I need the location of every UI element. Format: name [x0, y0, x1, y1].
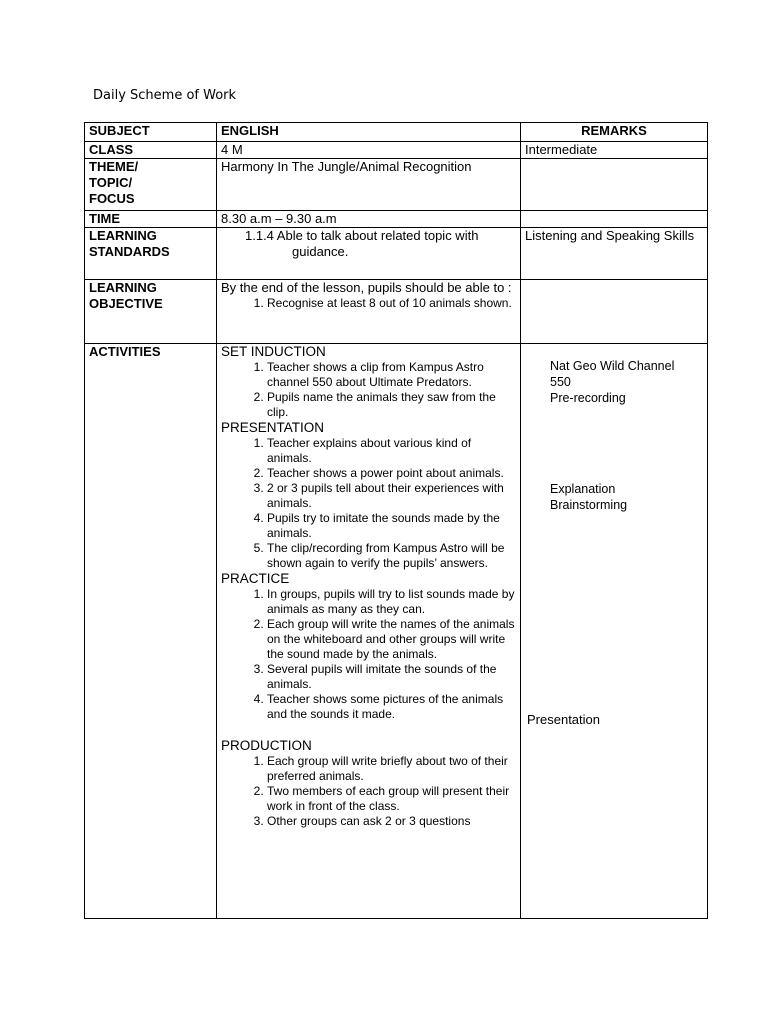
document-title: Daily Scheme of Work	[93, 88, 237, 103]
objective-intro: By the end of the lesson, pupils should be able to :	[221, 280, 512, 295]
remark-line: 550	[550, 375, 571, 389]
standards-label-line: STANDARDS	[89, 244, 170, 259]
remark-block-practice: Presentation	[527, 712, 600, 727]
list-item: 4. Teacher shows some pictures of the animals and the sounds it made.	[267, 692, 516, 722]
production-list	[221, 754, 516, 829]
practice-list	[221, 587, 516, 722]
section-heading-presentation: PRESENTATION	[221, 420, 325, 435]
list-item: 2. Two members of each group will present their work in front of the class.	[267, 784, 516, 814]
class-label: CLASS	[85, 142, 217, 159]
time-remark	[521, 211, 708, 228]
theme-label-line: TOPIC/	[89, 175, 133, 190]
scheme-table	[84, 122, 708, 919]
remarks-header: REMARKS	[521, 123, 708, 142]
list-item: 1. Teacher shows a clip from Kampus Astro channel 550 about Ultimate Predators.	[267, 360, 516, 390]
list-item: 3. Other groups can ask 2 or 3 questions	[267, 814, 516, 829]
section-heading-production: PRODUCTION	[221, 738, 312, 753]
theme-value: Harmony In The Jungle/Animal Recognition	[217, 159, 521, 211]
section-heading-practice: PRACTICE	[221, 571, 290, 586]
table-row-activities	[85, 344, 708, 919]
table-row-subject	[85, 123, 708, 142]
objective-label-line: OBJECTIVE	[89, 296, 163, 311]
time-value: 8.30 a.m – 9.30 a.m	[217, 211, 521, 228]
time-label: TIME	[85, 211, 217, 228]
activities-label: ACTIVITIES	[85, 344, 217, 919]
standards-line: guidance.	[292, 244, 349, 259]
table-row-time	[85, 211, 708, 228]
objective-label-line: LEARNING	[89, 280, 157, 295]
table-row-theme	[85, 159, 708, 211]
objective-label	[85, 280, 217, 344]
remark-line: Explanation	[550, 482, 616, 496]
list-item: 2. Each group will write the names of the animals on the whiteboard and other groups will write the sound made by the animals.	[267, 617, 516, 662]
remark-line: Nat Geo Wild Channel	[550, 359, 675, 373]
table-row-class	[85, 142, 708, 159]
list-item: 2. Teacher shows a power point about animals.	[267, 466, 516, 481]
objective-remark	[521, 280, 708, 344]
section-heading-set-induction: SET INDUCTION	[221, 344, 326, 359]
remark-line: Brainstorming	[550, 498, 628, 512]
presentation-list	[221, 436, 516, 571]
standards-value	[217, 228, 521, 280]
remark-line: Pre-recording	[550, 391, 626, 405]
activities-remarks	[521, 344, 708, 919]
list-item: 4. Pupils try to imitate the sounds made by the animals.	[267, 511, 516, 541]
list-item: 1. Recognise at least 8 out of 10 animals shown.	[267, 296, 516, 311]
theme-label-line: FOCUS	[89, 191, 135, 206]
class-value: 4 M	[217, 142, 521, 159]
subject-value: ENGLISH	[217, 123, 521, 142]
class-remark: Intermediate	[521, 142, 708, 159]
list-item: 5. The clip/recording from Kampus Astro will be shown again to verify the pupils’ answers.	[267, 541, 516, 571]
standards-remark: Listening and Speaking Skills	[521, 228, 708, 280]
standards-line: 1.1.4 Able to talk about related topic with	[245, 228, 479, 243]
list-item: 3. 2 or 3 pupils tell about their experiences with animals.	[267, 481, 516, 511]
list-item: 1. Teacher explains about various kind of animals.	[267, 436, 516, 466]
theme-remark	[521, 159, 708, 211]
objective-value	[217, 280, 521, 344]
remark-block-presentation	[550, 481, 627, 513]
theme-label-line: THEME/	[89, 159, 139, 174]
table-row-objective	[85, 280, 708, 344]
standards-label-line: LEARNING	[89, 228, 157, 243]
table-row-standards	[85, 228, 708, 280]
list-item: 1. Each group will write briefly about two of their preferred animals.	[267, 754, 516, 784]
subject-label: SUBJECT	[85, 123, 217, 142]
remark-block-induction	[550, 358, 674, 406]
list-item: 1. In groups, pupils will try to list sounds made by animals as many as they can.	[267, 587, 516, 617]
list-item: 3. Several pupils will imitate the sounds of the animals.	[267, 662, 516, 692]
activities-content	[217, 344, 521, 919]
theme-label	[85, 159, 217, 211]
objective-list	[221, 296, 516, 311]
set-induction-list	[221, 360, 516, 420]
list-item: 2. Pupils name the animals they saw from the clip.	[267, 390, 516, 420]
standards-label	[85, 228, 217, 280]
